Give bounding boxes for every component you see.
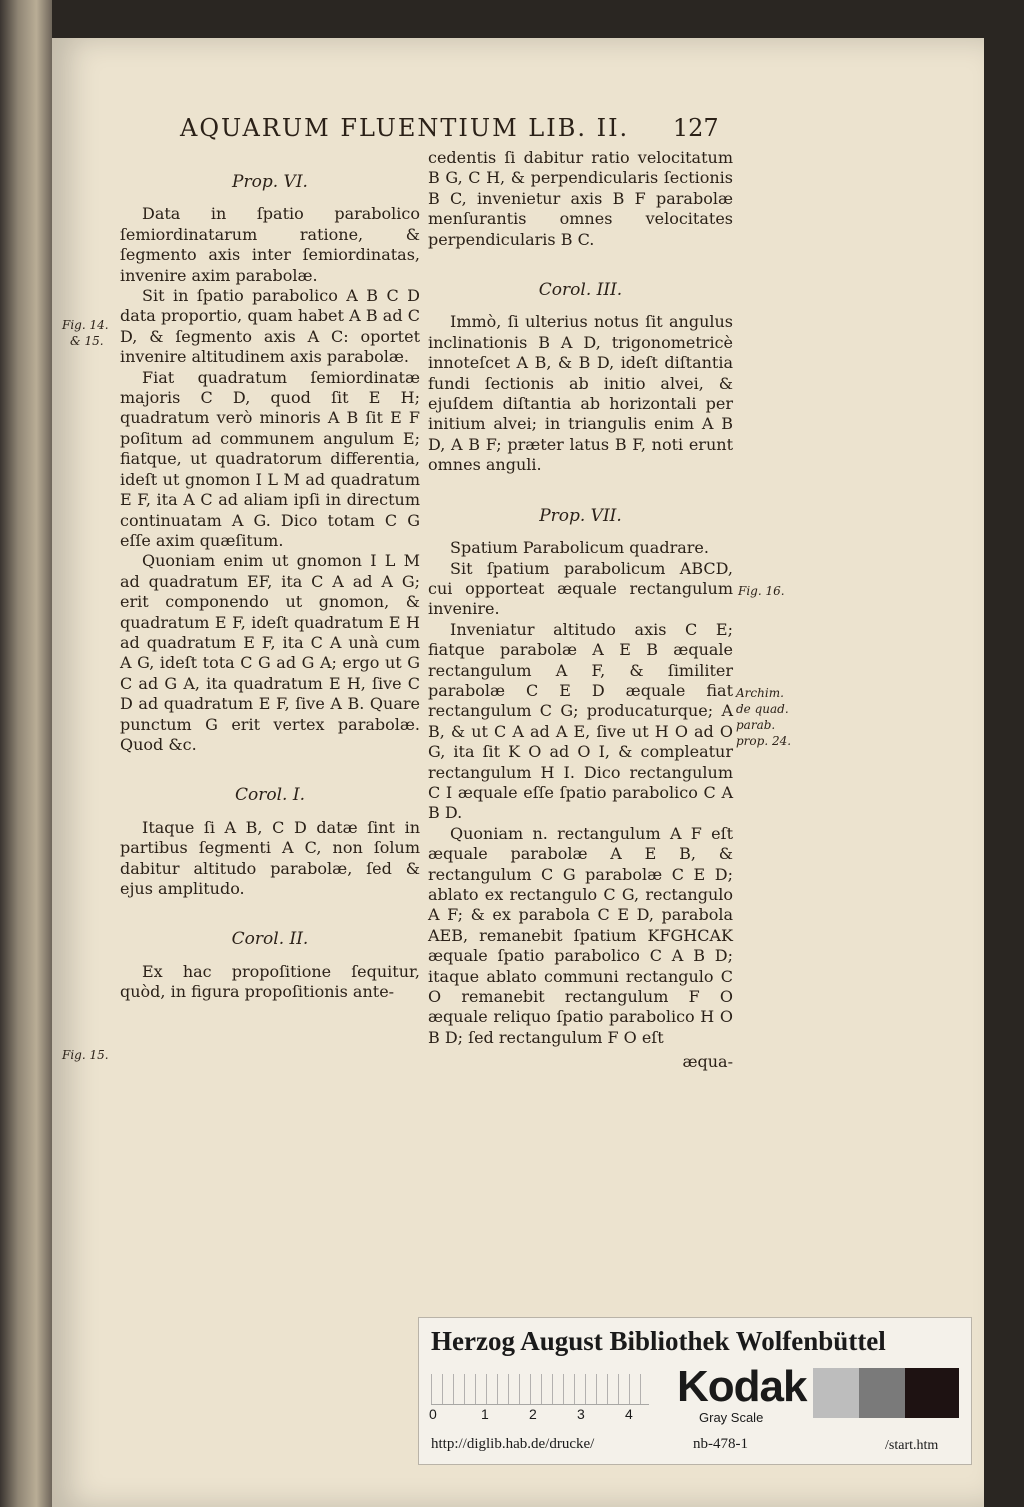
start-link-text: /start.htm bbox=[885, 1438, 939, 1453]
continuation-paragraph: cedentis ſi dabitur ratio velocitatum B G, C H, & perpendicularis ſectionis B C, invenietur axis B F parabolæ menſurantis omnes velocitates perpendicularis B C. bbox=[428, 148, 733, 249]
margin-note-archim-1: Archim. bbox=[736, 686, 784, 700]
ruler-number-1: 1 bbox=[481, 1406, 489, 1422]
margin-note-fig14-15: & 15. bbox=[70, 334, 104, 348]
margin-note-fig16: Fig. 16. bbox=[738, 584, 785, 598]
corol3-paragraph: Immò, ſi ulterius notus ſit angulus inclinationis B A D, trigonometricè innoteſcet A B, & B D, ideſt diſtantia fundi ſectionis ab initio alvei, & ejuſdem diſtantia ab horizontali per initium alvei; in triangulis enim A B D, A B F; præter latus B F, noti erunt omnes anguli. bbox=[428, 312, 733, 475]
margin-note-archim-3: parab. bbox=[736, 718, 776, 732]
left-column bbox=[120, 166, 420, 1003]
corol2-heading: Corol. II. bbox=[231, 929, 309, 950]
library-url: http://diglib.hab.de/drucke/ bbox=[431, 1436, 595, 1452]
prop7-paragraph-1: Spatium Parabolicum quadrare. bbox=[450, 538, 709, 558]
corol1-paragraph: Itaque ſi A B, C D datæ ſint in partibus ſegmenti A C, non ſolum dabitur altitudo parabolæ, ſed & ejus amplitudo. bbox=[120, 817, 420, 898]
gray-swatch-4 bbox=[923, 1368, 959, 1418]
prop7-paragraph-4: Quoniam n. rectangulum A F eſt æquale parabolæ A E B, & rectangulum C G parabolæ C E D; ablato ex rectangulo C G, rectangulo A F; & ex parabola C E D, parabola AEB, remanebit ſpatium KFGHCAK æquale ſpatio parabolico C A B D; itaque ablato communi rectangulo C O remanebit rectangulum F O æquale reliquo ſpatio parabolico H O B D; ſed rectangulum F O eſt bbox=[428, 823, 733, 1047]
running-header bbox=[180, 114, 740, 148]
catchword: æqua- bbox=[682, 1052, 733, 1072]
gray-scale-label: Gray Scale bbox=[699, 1410, 764, 1425]
page-number: 127 bbox=[672, 114, 719, 142]
ruler-scale bbox=[431, 1374, 649, 1405]
prop6-paragraph-2: Sit in ſpatio parabolico A B C D data proportio, quam habet A B ad C D, & ſegmento axis A C: oportet invenire altitudinem axis parabolæ. bbox=[120, 286, 420, 367]
gray-swatch-2 bbox=[859, 1368, 905, 1418]
corol3-heading: Corol. III. bbox=[538, 280, 623, 301]
kodak-logo: Kodak bbox=[677, 1362, 807, 1411]
margin-note-fig15: Fig. 15. bbox=[62, 1048, 109, 1062]
shelf-code: nb-478-1 bbox=[693, 1436, 748, 1452]
margin-note-fig14: Fig. 14. bbox=[62, 318, 109, 332]
margin-note-archim-4: prop. 24. bbox=[736, 734, 792, 748]
gray-swatch-1 bbox=[813, 1368, 859, 1418]
prop6-heading: Prop. VI. bbox=[232, 172, 308, 192]
prop7-paragraph-3: Inveniatur altitudo axis C E; fiatque parabolæ A E B æquale rectangulum A F, & ſimiliter parabolæ C E D æquale fiat rectangulum C G; producaturque; A B, & ut C A ad A E, ſive ut H O ad O G, ita ſit K O ad O I, & compleatur rectangulum H I. Dico rectangulum C I æquale eſſe ſpatio parabolico C A B D. bbox=[428, 619, 733, 823]
prop6-paragraph-1: Data in ſpatio parabolico ſemiordinatarum ratione, & ſegmento axis inter ſemiordinatas, invenire axim parabolæ. bbox=[120, 204, 420, 285]
library-name: Herzog August Bibliothek Wolfenbüttel bbox=[431, 1326, 886, 1356]
margin-note-archim-2: de quad. bbox=[736, 702, 789, 716]
prop6-paragraph-4: Quoniam enim ut gnomon I L M ad quadratum EF, ita C A ad A G; erit componendo ut gnomon, & quadratum E F, ideſt quadratum E H ad quadratum E F, ita C A unà cum A G, ideſt tota C G ad G A; ergo ut G C ad G A, ita quadratum E H, ſive C D ad quadratum E F, ſive A B. Quare punctum G erit vertex parabolæ. Quod &c. bbox=[120, 551, 420, 754]
ruler-number-2: 2 bbox=[529, 1406, 537, 1422]
ruler-number-3: 3 bbox=[577, 1406, 585, 1422]
corol2-paragraph: Ex hac propoſitione ſequitur, quòd, in figura propoſitionis ante- bbox=[120, 961, 420, 1002]
ruler-number-4: 4 bbox=[625, 1406, 633, 1422]
corol1-heading: Corol. I. bbox=[235, 785, 305, 806]
ruler-number-0: 0 bbox=[429, 1406, 437, 1422]
prop6-paragraph-3: Fiat quadratum ſemiordinatæ majoris C D, quod ſit E H; quadratum verò minoris A B ſit E F poſitum ad communem angulum E; fiatque, ut quadratorum differentia, ideſt ut gnomon I L M ad quadratum E F, ita A C ad aliam ipſi in directum continuatam A G. Dico totam C G eſſe axim quæſitum. bbox=[120, 367, 420, 550]
facing-page-edge bbox=[0, 0, 52, 1507]
library-color-target bbox=[418, 1317, 972, 1465]
prop7-paragraph-2: Sit ſpatium parabolicum ABCD, cui opporteat æquale rectangulum invenire. bbox=[428, 558, 733, 619]
prop7-heading: Prop. VII. bbox=[539, 505, 622, 526]
running-title: AQUARUM FLUENTIUM LIB. II. bbox=[180, 114, 630, 142]
right-column bbox=[428, 148, 733, 1073]
